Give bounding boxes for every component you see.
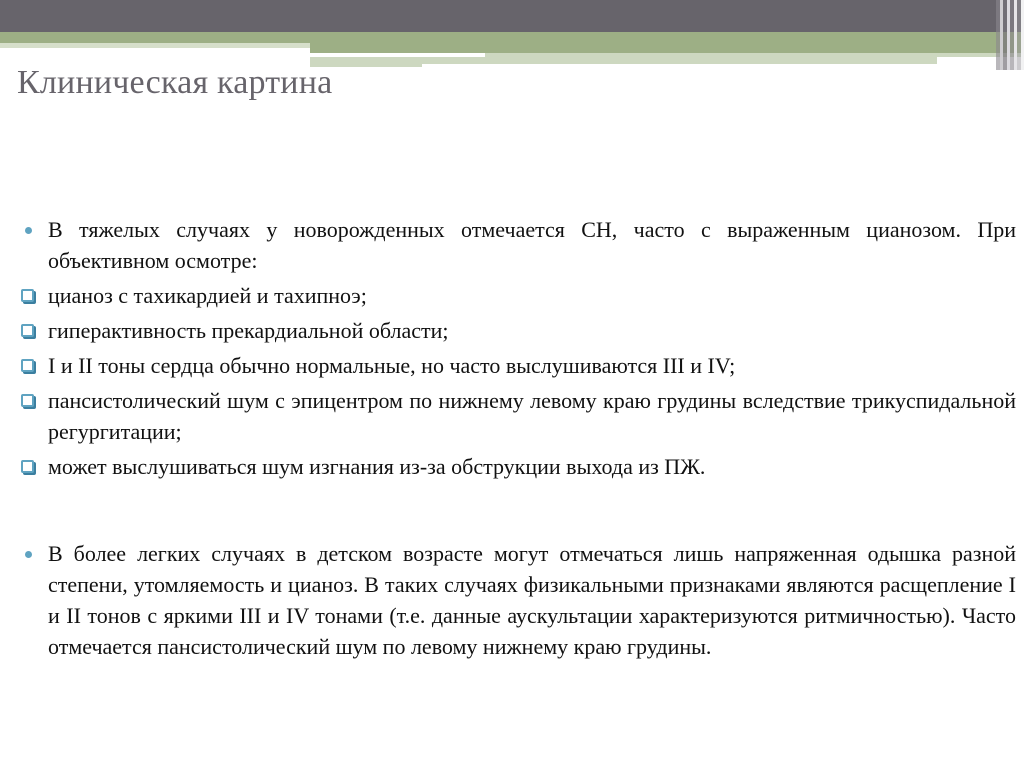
list-item-text: может выслушиваться шум изгнания из-за обструкции выхода из ПЖ. (48, 454, 706, 479)
checkbox-bullet-icon (21, 359, 34, 372)
checkbox-list-item (20, 350, 1016, 381)
paragraph-text: В тяжелых случаях у новорожденных отмечается СН, часто с выраженным цианозом. При объективном осмотре: (48, 217, 1016, 273)
checkbox-list-item (20, 280, 1016, 311)
round-bullet-icon (25, 227, 32, 234)
checkbox-bullet-icon (21, 324, 34, 337)
header-dark-band (0, 0, 1024, 32)
paragraph-text: В более легких случаях в детском возрасте могут отмечаться лишь напряженная одышка разной степени, утомляемость и цианоз. В таких случаях физикальными признаками являются расщепление I и II тонов с яркими III и IV тонами (т.е. данные аускультации характеризуются ритмичностью). Часто отмечается пансистолический шум по левому нижнему краю грудины. (48, 541, 1016, 659)
checkbox-bullet-icon (21, 460, 34, 473)
list-item-text: гиперактивность прекардиальной области; (48, 318, 449, 343)
checkbox-list-item (20, 451, 1016, 482)
checkbox-list-item (20, 385, 1016, 447)
slide-title: Клиническая картина (17, 64, 333, 101)
slide-body (20, 214, 1016, 662)
header-green-band-right (310, 43, 1024, 53)
round-bullet-icon (25, 551, 32, 558)
header-light-band-right-3 (422, 57, 937, 64)
list-item-text: цианоз с тахикардией и тахипноэ; (48, 283, 367, 308)
checkbox-list-item (20, 315, 1016, 346)
list-item-text: I и II тоны сердца обычно нормальные, но часто выслушиваются III и IV; (48, 353, 736, 378)
checkbox-bullet-icon (21, 289, 34, 302)
bullet-paragraph-mild (20, 538, 1016, 662)
list-item-text: пансистолический шум с эпицентром по нижнему левому краю грудины вследствие трикуспидальной регургитации; (48, 388, 1016, 444)
section-spacer (20, 482, 1016, 538)
header-light-band-left (0, 43, 310, 48)
header-edge-stripes (996, 0, 1024, 70)
checkbox-bullet-icon (21, 394, 34, 407)
header-green-band (0, 32, 1024, 43)
bullet-paragraph-severe (20, 214, 1016, 276)
